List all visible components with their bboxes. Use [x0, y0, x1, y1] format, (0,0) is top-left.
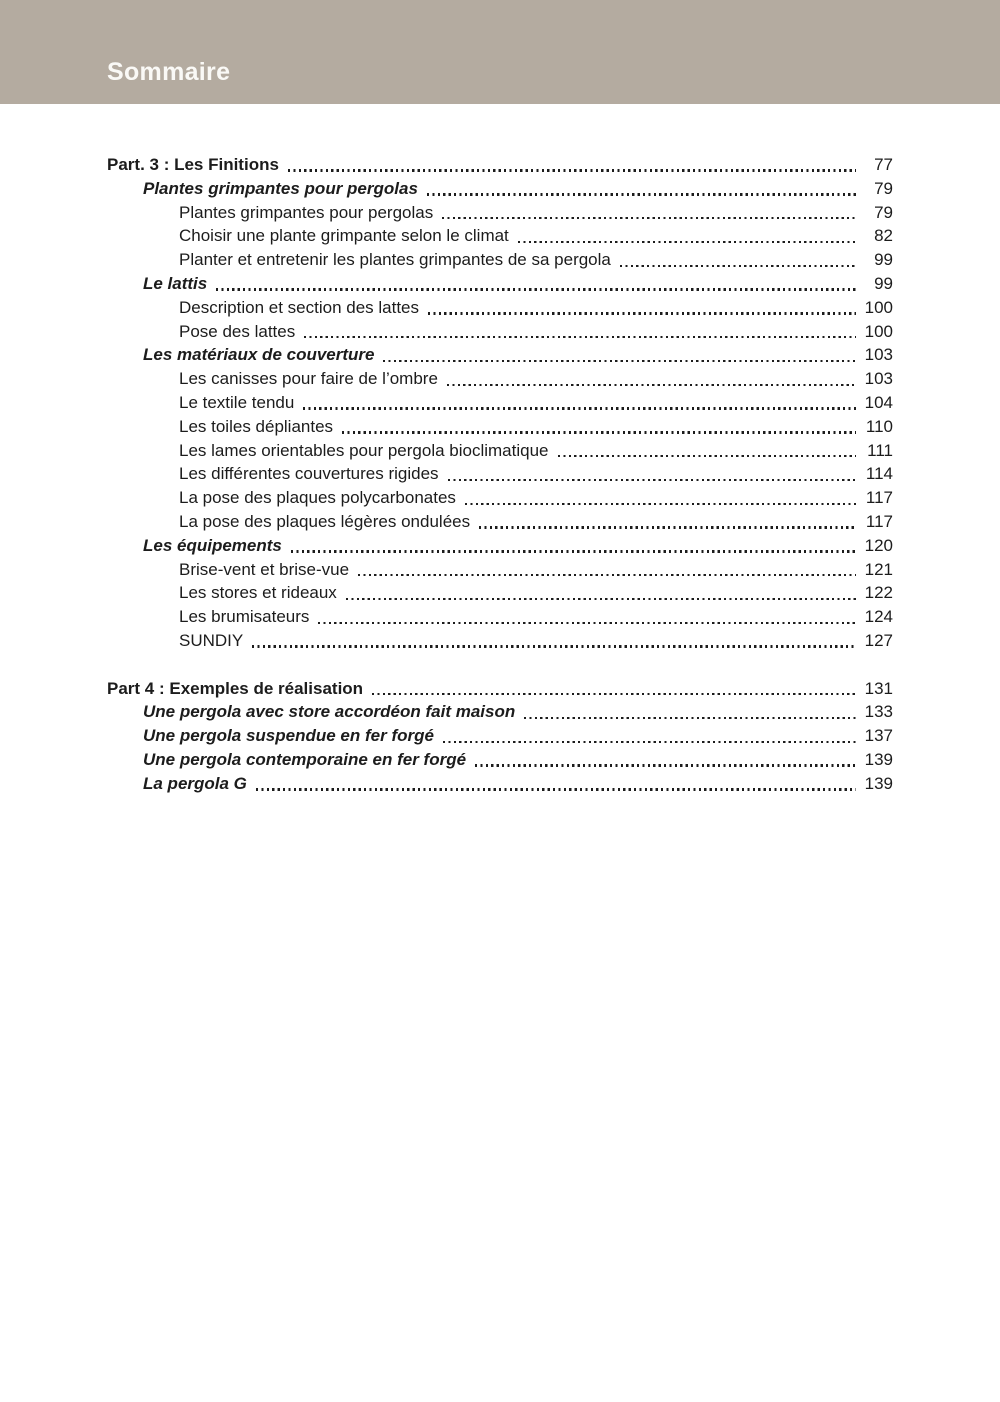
toc-entry-label: Planter et entretenir les plantes grimpantes de sa pergola: [179, 250, 611, 270]
dotted-leader: [383, 360, 856, 362]
toc-entry: [107, 367, 893, 391]
dotted-leader: [465, 503, 856, 505]
toc-entry-page: 103: [864, 345, 893, 365]
toc-entry-page: 110: [865, 416, 893, 436]
toc-entry-page: 99: [874, 273, 893, 293]
dotted-leader: [304, 336, 856, 338]
toc-entry-label: Plantes grimpantes pour pergolas: [179, 202, 434, 222]
dotted-leader: [252, 645, 856, 647]
toc-entry: [107, 272, 893, 296]
toc-entry-page: 133: [864, 702, 893, 722]
toc-entry: [107, 772, 893, 796]
dotted-leader: [346, 598, 856, 600]
dotted-leader: [318, 622, 856, 624]
dotted-leader: [303, 407, 856, 409]
toc-entry: [107, 534, 893, 558]
toc-entry-label: La pose des plaques légères ondulées: [179, 511, 471, 531]
toc-entry-label: SUNDIY: [179, 630, 244, 650]
table-of-contents: [107, 153, 893, 796]
toc-entry-label: La pergola G: [143, 773, 247, 793]
dotted-leader: [518, 241, 856, 243]
toc-entry-label: Description et section des lattes: [179, 297, 420, 317]
dotted-leader: [358, 574, 856, 576]
toc-entry-label: Une pergola suspendue en fer forgé: [143, 726, 434, 746]
toc-entry-page: 79: [874, 202, 893, 222]
toc-entry-label: Les canisses pour faire de l’ombre: [179, 369, 438, 389]
toc-entry-page: 122: [864, 583, 893, 603]
toc-entry-page: 117: [865, 488, 893, 508]
toc-entry: [107, 248, 893, 272]
toc-entry: [107, 415, 893, 439]
toc-entry: [107, 510, 893, 534]
dotted-leader: [428, 312, 856, 314]
toc-entry-page: 99: [874, 250, 893, 270]
toc-entry-page: 82: [874, 226, 893, 246]
dotted-leader: [475, 764, 856, 766]
toc-entry: [107, 296, 893, 320]
toc-entry-label: Une pergola contemporaine en fer forgé: [143, 749, 467, 769]
toc-entry-page: 124: [864, 607, 893, 627]
toc-entry: [107, 629, 893, 653]
toc-entry-page: 114: [865, 464, 893, 484]
toc-entry-page: 104: [864, 392, 893, 412]
section-gap: [107, 653, 893, 677]
toc-entry: [107, 486, 893, 510]
toc-entry: [107, 581, 893, 605]
toc-entry-label: Choisir une plante grimpante selon le climat: [179, 226, 509, 246]
dotted-leader: [447, 384, 856, 386]
dotted-leader: [524, 717, 856, 719]
toc-entry-label: Le lattis: [143, 273, 208, 293]
dotted-leader: [443, 741, 856, 743]
toc-entry: [107, 677, 893, 701]
toc-entry-page: 120: [864, 535, 893, 555]
toc-entry-page: 139: [864, 773, 893, 793]
toc-entry-label: Les différentes couvertures rigides: [179, 464, 439, 484]
toc-entry-page: 127: [864, 630, 893, 650]
toc-entry-label: Le textile tendu: [179, 392, 295, 412]
toc-entry-label: Les brumisateurs: [179, 607, 310, 627]
page-title: Sommaire: [107, 58, 231, 86]
toc-entry-label: Les stores et rideaux: [179, 583, 337, 603]
toc-entry-label: Part. 3 : Les Finitions: [107, 155, 279, 174]
toc-entry-label: Plantes grimpantes pour pergolas: [143, 178, 418, 198]
toc-entry: [107, 153, 893, 177]
toc-entry-page: 139: [864, 749, 893, 769]
dotted-leader: [342, 431, 856, 433]
toc-entry-page: 77: [874, 155, 893, 174]
dotted-leader: [372, 693, 856, 695]
toc-entry-page: 121: [864, 559, 893, 579]
toc-entry: [107, 343, 893, 367]
toc-entry-label: Les lames orientables pour pergola bioclimatique: [179, 440, 549, 460]
toc-entry-label: Les équipements: [143, 535, 282, 555]
dotted-leader: [256, 788, 856, 790]
dotted-leader: [288, 169, 856, 171]
toc-entry: [107, 177, 893, 201]
toc-entry: [107, 605, 893, 629]
toc-entry: [107, 462, 893, 486]
toc-entry-page: 131: [864, 678, 893, 698]
toc-entry-label: Brise-vent et brise-vue: [179, 559, 350, 579]
dotted-leader: [291, 550, 856, 552]
toc-entry: [107, 320, 893, 344]
toc-entry-page: 103: [864, 369, 893, 389]
toc-entry-page: 117: [865, 511, 893, 531]
toc-entry: [107, 439, 893, 463]
toc-entry-label: Les toiles dépliantes: [179, 416, 334, 436]
toc-entry: [107, 391, 893, 415]
toc-entry: [107, 700, 893, 724]
dotted-leader: [558, 455, 857, 457]
dotted-leader: [216, 288, 856, 290]
toc-entry-label: Pose des lattes: [179, 321, 296, 341]
toc-entry-page: 79: [874, 178, 893, 198]
toc-entry-label: Les matériaux de couverture: [143, 345, 375, 365]
toc-entry-page: 137: [864, 726, 893, 746]
toc-entry-label: La pose des plaques polycarbonates: [179, 488, 456, 508]
dotted-leader: [442, 217, 856, 219]
toc-entry-label: Part 4 : Exemples de réalisation: [107, 678, 364, 698]
dotted-leader: [448, 479, 856, 481]
dotted-leader: [479, 526, 856, 528]
toc-entry: [107, 224, 893, 248]
toc-entry-label: Une pergola avec store accordéon fait maison: [143, 702, 516, 722]
dotted-leader: [427, 193, 856, 195]
toc-entry-page: 100: [864, 321, 893, 341]
toc-entry: [107, 558, 893, 582]
toc-entry: [107, 201, 893, 225]
toc-entry: [107, 748, 893, 772]
toc-entry: [107, 724, 893, 748]
toc-entry-page: 100: [864, 297, 893, 317]
page-header: [0, 0, 1000, 104]
dotted-leader: [620, 265, 856, 267]
toc-entry-page: 111: [867, 440, 893, 460]
